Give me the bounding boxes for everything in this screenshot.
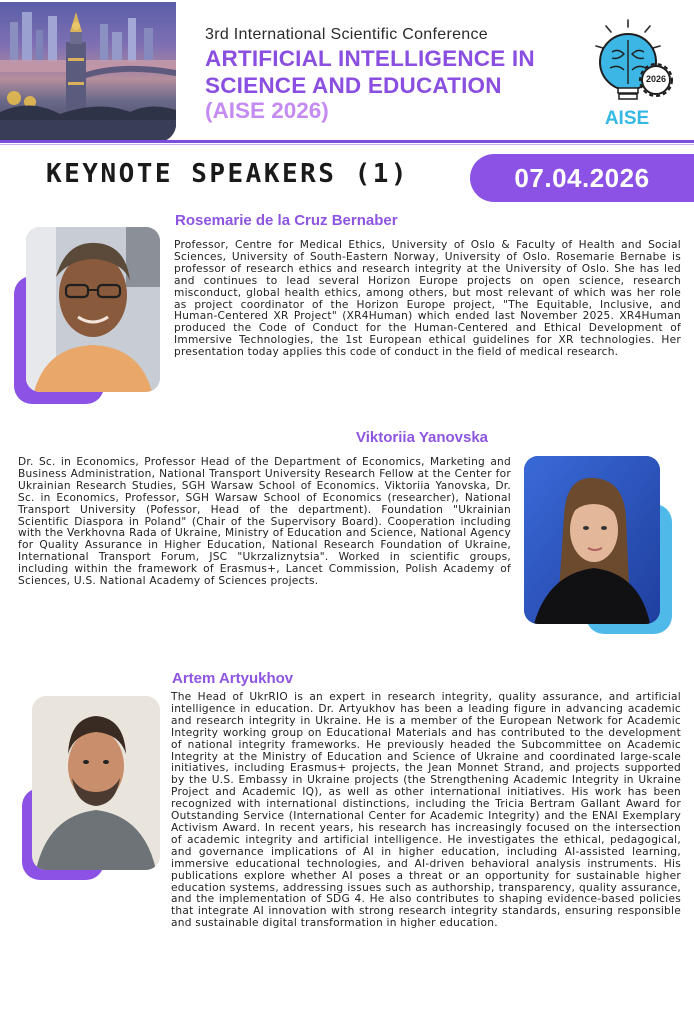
conference-title-line1: ARTIFICIAL INTELLIGENCE IN <box>205 46 535 71</box>
speaker-2-bio: Dr. Sc. in Economics, Professor Head of the Department of Economics, Marketing and Business Administration, National Transport University Research Fellow at the Center for Ukrainian Research Studies, SGH Warsaw School of Economics. Viktoriia Yanovska, Dr. Sc. in Economics, Professor, SGH Warsaw School of Economics (researcher), National Transport University (Pofessor, Head of the department). Foundation "Ukrainian Scientific Diaspora in Poland" (Chair of the Supervisory Board). Cooperation including with the Verkhovna Rada of Ukraine, Ministry of Education and Science, National Agency for Quality Assurance in Higher Education, National Research Foundation of Ukraine, International Transport Forum, JSC "Ukrzaliznytsia". Worked in scientific groups, including within the framework of Erasmus+, Lancet Commission, Polish Academy of Sciences, U.S. National Academy of Sciences projects. <box>18 456 511 588</box>
conference-title-line2: SCIENCE AND EDUCATION <box>205 73 502 98</box>
conference-abbreviation: (AISE 2026) <box>205 98 329 123</box>
speaker-1-photo <box>26 227 160 392</box>
speaker-1-bio: Professor, Centre for Medical Ethics, University of Oslo & Faculty of Health and Social Sciences, University of South-Eastern Norway, University of Oslo. Rosemarie Bernabe is professor of research ethics and research integrity at the University of Oslo. She has led and continues to lead several Horizon Europe projects on open science, research misconduct, global health ethics, among others, but most relevant of which was her role as project coordinator of the Horizon Europe project, "The Equitable, Inclusive, and Human-Centered XR Project" (XR4Human) which ended last November 2025. XR4Human produced the Code of Conduct for the Human-Centered and Ethical Development of Immersive Technologies, the 1st European ethical guidelines for XR technologies. Her presentation today applies this code of conduct in the field of medical research. <box>174 239 681 359</box>
header-divider <box>0 140 694 143</box>
speaker-3-name: Artem Artyukhov <box>172 670 294 687</box>
logo-year: 2026 <box>646 74 667 84</box>
conference-header <box>0 0 694 142</box>
speaker-3-bio: The Head of UkrRIO is an expert in research integrity, quality assurance, and artificial intelligence in education. Dr. Artyukhov has been a leading figure in advancing academic and research integrity in Ukraine. He is a member of the European Network for Academic Integrity working group on Educational Materials and has contributed to the development of national integrity frameworks. He previously headed the Subcommittee on Academic Integrity at the Ministry of Education and Science of Ukraine and coordinated large-scale initiatives, including Erasmus+ projects, the Jean Monnet Strand, and projects supported by the U.S. Embassy in Ukraine projects (the Strengthening Academic Integrity in Ukraine Project and Academic IQ), as well as other international initiatives. His work has been recognized with international distinctions, including the Tricia Bertram Gallant Award for Outstanding Service (International Center for Academic Integrity) and the ENAI Exemplary Activism Award. In recent years, his research has increasingly focused on the intersection of academic integrity and artificial intelligence. He investigates the ethical, pedagogical, and governance implications of AI in higher education, including AI-assisted learning, immersive educational technologies, and AI-driven behavioral analysis instruments. His publications explore whether AI poses a threat or an opportunity for sustainable higher education systems, addressing issues such as authorship, transparency, quality assurance, and the implementation of SDG 4. He also contributes to shaping evidence-based policies that integrate AI innovation with strong research integrity standards, ensuring responsible and sustainable digital transformation in higher education. <box>171 691 681 930</box>
conference-subtitle: 3rd International Scientific Conference <box>205 26 488 43</box>
header-divider-thin <box>0 144 694 145</box>
speaker-3-photo <box>32 696 160 870</box>
kyiv-cityscape-image <box>0 2 176 142</box>
keynote-heading: KEYNOTE SPEAKERS (1) <box>46 159 410 189</box>
speaker-2-photo <box>524 456 660 624</box>
event-date-badge: 07.04.2026 <box>470 154 694 202</box>
speaker-1-name: Rosemarie de la Cruz Bernaber <box>175 212 398 229</box>
speaker-2-name: Viktoriia Yanovska <box>356 429 489 446</box>
logo-text: AISE <box>604 108 650 129</box>
